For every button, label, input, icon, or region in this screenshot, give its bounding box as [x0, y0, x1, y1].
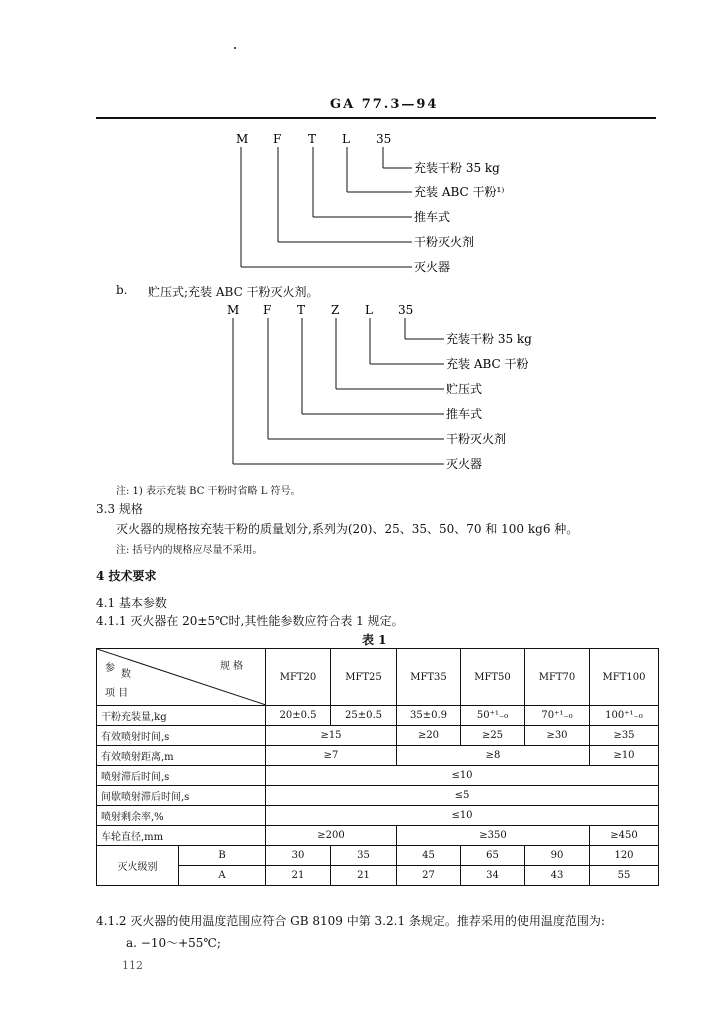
diagram-b-letter-f: F: [263, 303, 272, 317]
table-cell: 70⁺¹₋₀: [525, 706, 590, 726]
table-cell: ≥10: [590, 746, 659, 766]
diagram-a-letter-m: M: [236, 132, 249, 146]
page-header-code: GA 77.3—94: [330, 97, 439, 112]
row-sublabel: A: [179, 866, 266, 886]
model-header: MFT50: [461, 649, 525, 706]
table-cell: 21: [266, 866, 331, 886]
section-4-1-2-text: 4.1.2 灭火器的使用温度范围应符合 GB 8109 中第 3.2.1 条规定。推荐采用的使用温度范围为:: [96, 914, 605, 928]
table-row: [97, 706, 659, 726]
diagram-a-size: 35: [376, 132, 392, 146]
corner-label-spec: 规 格: [219, 661, 243, 672]
corner-label-param: 参: [105, 663, 115, 674]
row-label: 喷射剩余率,%: [97, 806, 266, 826]
row-label: 有效喷射时间,s: [97, 726, 266, 746]
table-cell: 21: [331, 866, 397, 886]
table-cell: 100⁺¹₋₀: [590, 706, 659, 726]
table-caption: 表 1: [362, 633, 387, 647]
row-label: 灭火级别: [97, 846, 179, 886]
table-cell: 25±0.5: [331, 706, 397, 726]
diagram-b-letter-m: M: [227, 303, 240, 317]
table-cell: 35: [331, 846, 397, 866]
table-row: [97, 846, 659, 866]
corner-label-num: 数: [121, 669, 131, 680]
diagram-b-letter-z: Z: [331, 303, 340, 317]
diagram-b-label-mass: 充装干粉 35 kg: [446, 332, 532, 346]
diagram-b-label-abc: 充装 ABC 干粉: [446, 357, 529, 371]
diagram-a-letter-l: L: [342, 132, 350, 146]
table-cell: 27: [397, 866, 461, 886]
section-3-3-note: 注: 括号内的规格应尽量不采用。: [116, 545, 263, 556]
table-cell: ≥15: [266, 726, 397, 746]
diagram-a-label-agent: 干粉灭火剂: [414, 235, 475, 249]
diagram-b-size: 35: [398, 303, 414, 317]
section-3-3-title: 3.3 规格: [96, 502, 143, 516]
diagram-b-label-extinguisher: 灭火器: [446, 457, 483, 471]
row-label: 干粉充装量,kg: [97, 706, 266, 726]
table-row: [97, 726, 659, 746]
section-3-3-body: 灭火器的规格按充装干粉的质量划分,系列为(20)、25、35、50、70 和 100 kg6 种。: [116, 522, 579, 536]
table-cell: 30: [266, 846, 331, 866]
table-cell: ≥30: [525, 726, 590, 746]
section-4-1-2-item-a: a. −10～+55℃;: [126, 936, 221, 950]
table-row: [97, 746, 659, 766]
table-corner-cell: [97, 649, 266, 706]
table-cell: ≤10: [266, 766, 659, 786]
table-cell: 45: [397, 846, 461, 866]
table-row: [97, 766, 659, 786]
table-header-row: [97, 649, 659, 706]
table-cell: ≥450: [590, 826, 659, 846]
table-cell: ≥7: [266, 746, 397, 766]
diagram-a-letter-t: T: [308, 132, 317, 146]
table-row: [97, 806, 659, 826]
table-cell: 43: [525, 866, 590, 886]
table-cell: ≥200: [266, 826, 397, 846]
diagram-b-label-stored: 贮压式: [446, 382, 483, 396]
table-row: [97, 866, 659, 886]
item-b-marker: b.: [116, 283, 128, 297]
table-cell: ≤10: [266, 806, 659, 826]
table-row: [97, 826, 659, 846]
footnote-1: 注: 1) 表示充装 BC 干粉时省略 L 符号。: [116, 486, 301, 497]
table-cell: 50⁺¹₋₀: [461, 706, 525, 726]
diagram-a-label-extinguisher: 灭火器: [414, 260, 451, 274]
model-header: MFT70: [525, 649, 590, 706]
row-label: 喷射滞后时间,s: [97, 766, 266, 786]
diagram-a-label-cart: 推车式: [414, 210, 451, 224]
row-label: 车轮直径,mm: [97, 826, 266, 846]
diagram-a-label-mass: 充装干粉 35 kg: [414, 161, 500, 175]
table-cell: 90: [525, 846, 590, 866]
section-4-title: 4 技术要求: [96, 569, 157, 583]
section-4-1-title: 4.1 基本参数: [96, 596, 167, 610]
table-cell: 65: [461, 846, 525, 866]
model-header: MFT100: [590, 649, 659, 706]
table-cell: ≥25: [461, 726, 525, 746]
table-cell: 55: [590, 866, 659, 886]
table-cell: 120: [590, 846, 659, 866]
diagram-b-letter-t: T: [297, 303, 306, 317]
row-label: 间歇喷射滞后时间,s: [97, 786, 266, 806]
diagram-a-label-abc: 充装 ABC 干粉¹⁾: [414, 185, 505, 199]
model-header: MFT25: [331, 649, 397, 706]
row-sublabel: B: [179, 846, 266, 866]
diagram-b-label-cart: 推车式: [446, 407, 483, 421]
diagram-b-letter-l: L: [365, 303, 373, 317]
model-header: MFT35: [397, 649, 461, 706]
table-cell: 35±0.9: [397, 706, 461, 726]
table-cell: ≥35: [590, 726, 659, 746]
table-cell: ≥8: [397, 746, 590, 766]
corner-label-item: 项 目: [105, 688, 129, 699]
table-cell: 34: [461, 866, 525, 886]
table-cell: ≥20: [397, 726, 461, 746]
table-row: [97, 786, 659, 806]
item-b-text: 贮压式;充装 ABC 干粉灭火剂。: [148, 285, 319, 299]
table-cell: 20±0.5: [266, 706, 331, 726]
table-cell: ≥350: [397, 826, 590, 846]
model-header: MFT20: [266, 649, 331, 706]
row-label: 有效喷射距离,m: [97, 746, 266, 766]
diagram-a-letter-f: F: [273, 132, 282, 146]
parameters-table: [96, 648, 659, 886]
page-number: 112: [122, 959, 143, 972]
section-4-1-1-text: 4.1.1 灭火器在 20±5℃时,其性能参数应符合表 1 规定。: [96, 614, 404, 628]
table-cell: ≤5: [266, 786, 659, 806]
diagram-b-label-agent: 干粉灭火剂: [446, 432, 507, 446]
